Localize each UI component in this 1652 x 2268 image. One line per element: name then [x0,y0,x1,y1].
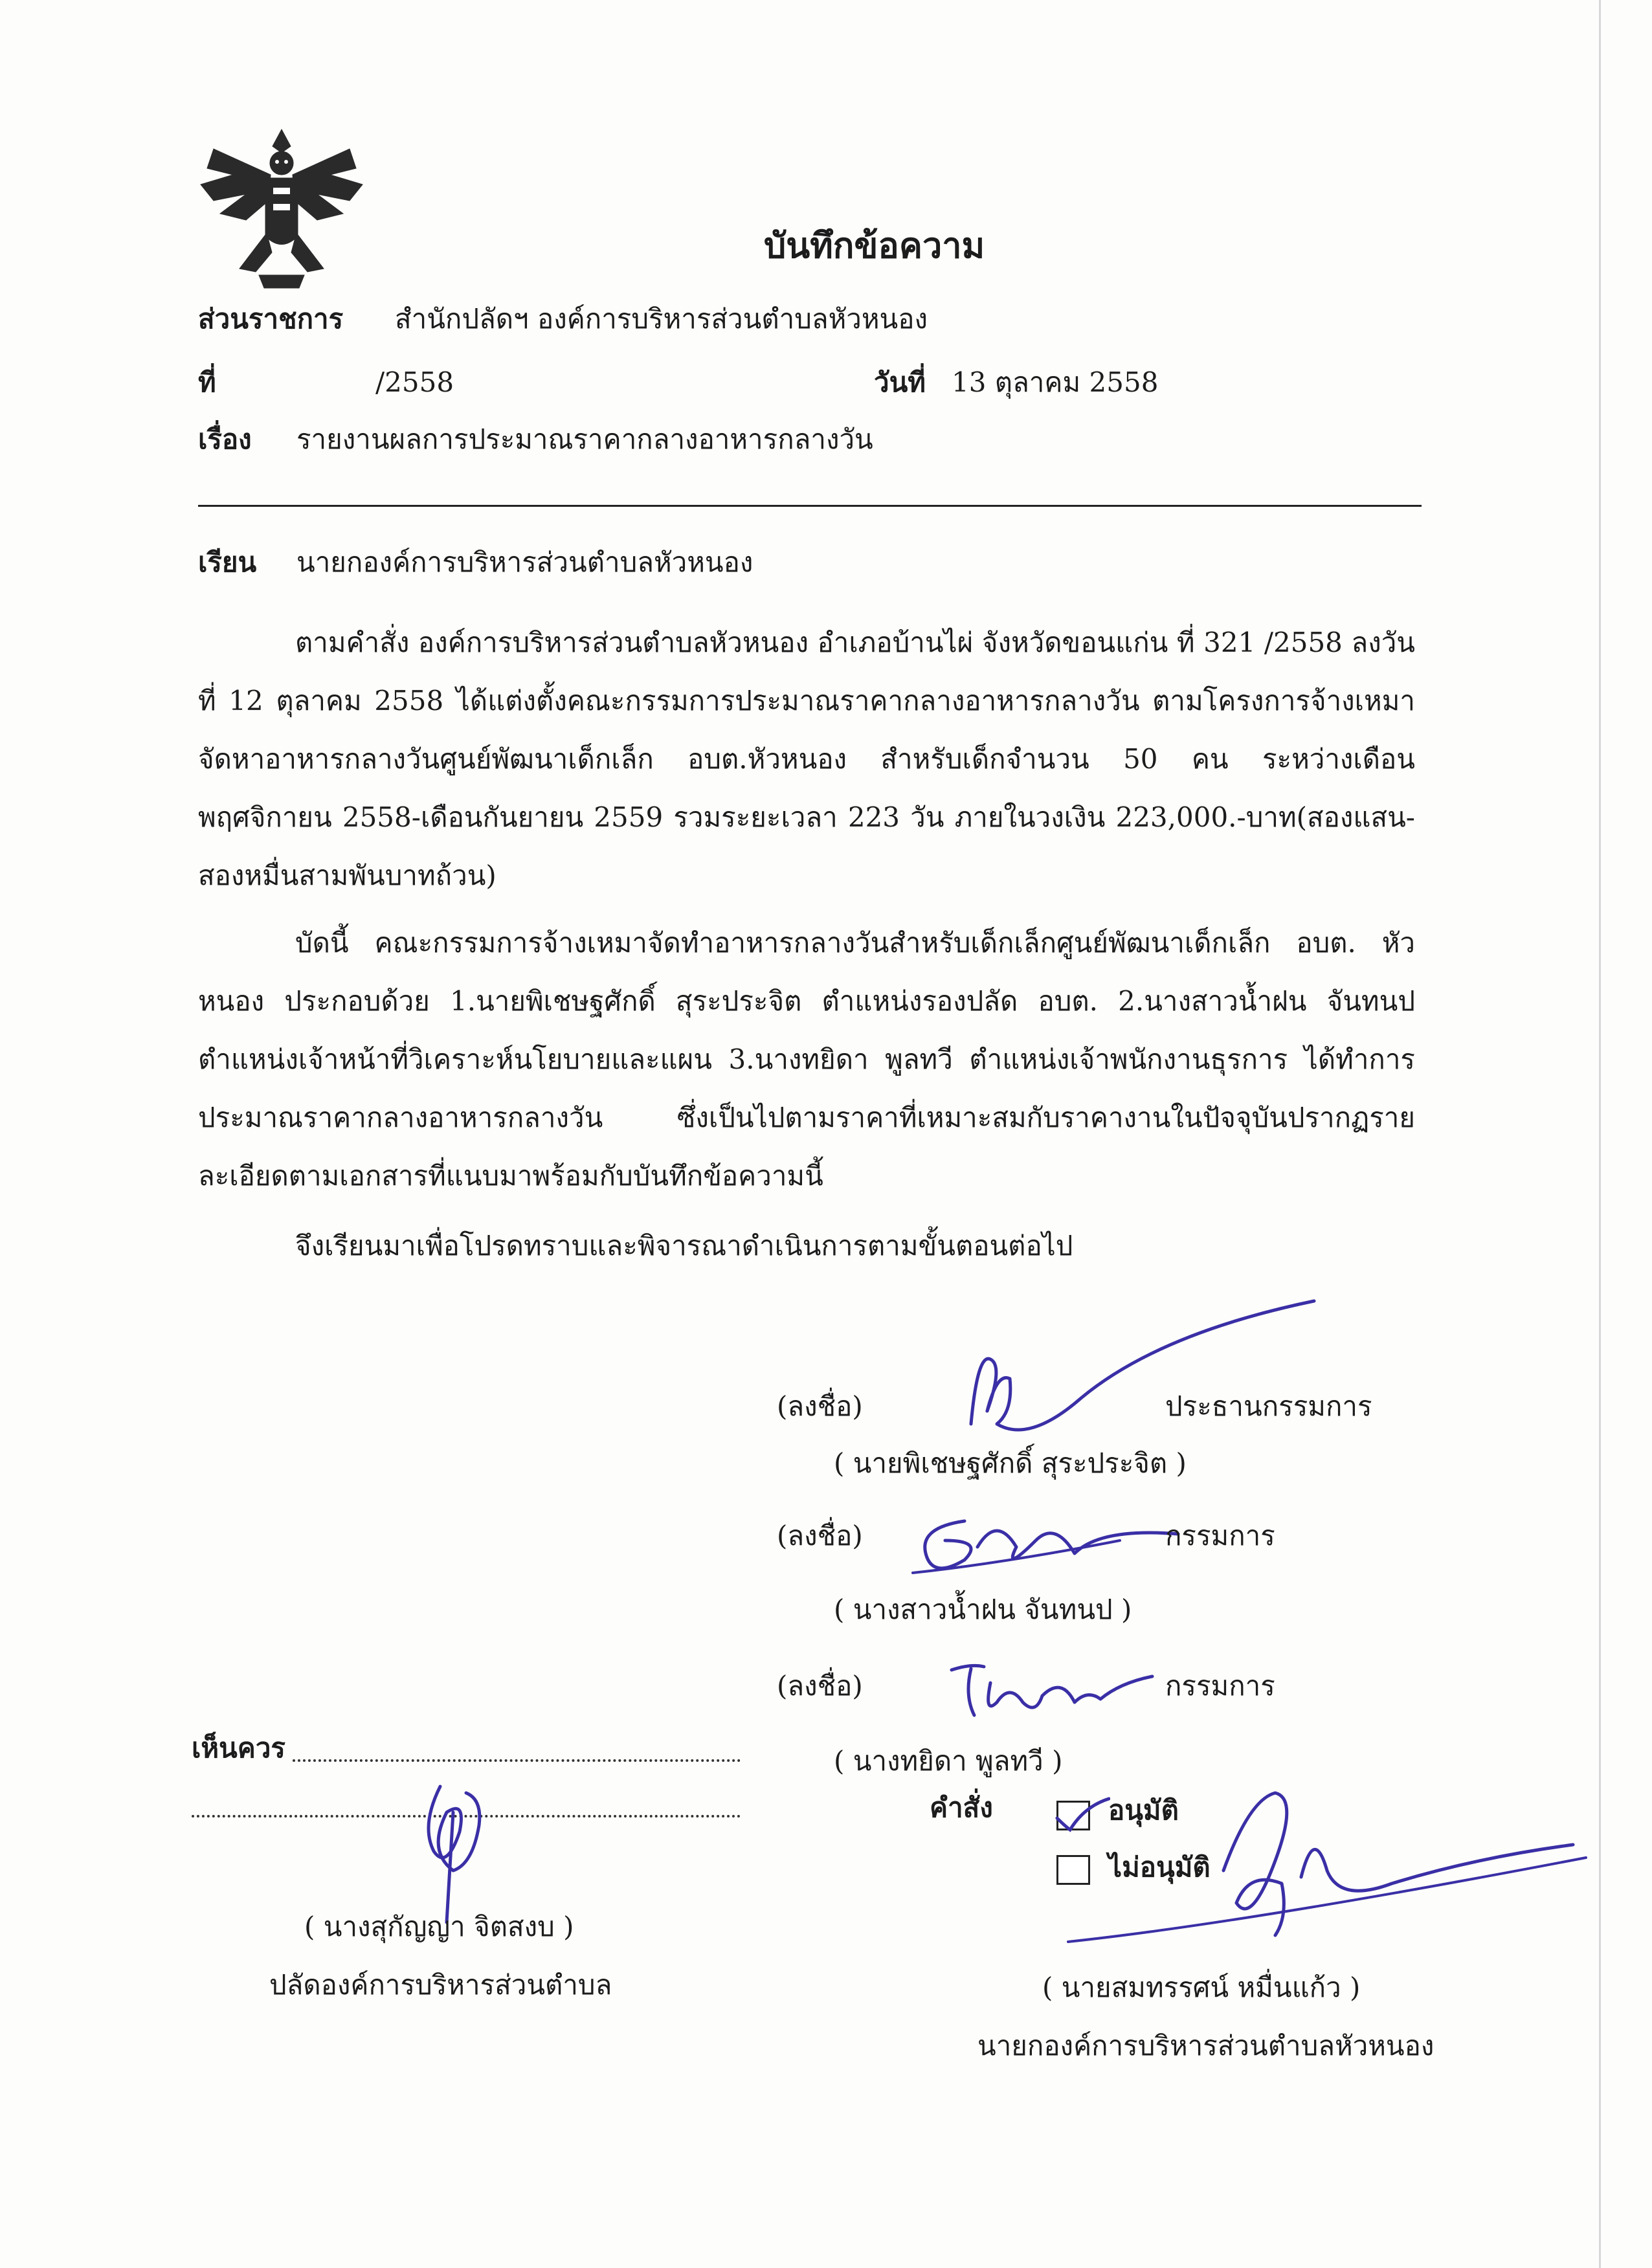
sign-label-1: (ลงชื่อ) [777,1390,863,1422]
opinion-dotline-1 [293,1759,741,1762]
dept-value: สำนักปลัดฯ องค์การบริหารส่วนตำบลหัวหนอง [395,303,928,335]
body-paragraph-2: บัดนี้ คณะกรรมการจ้างเหมาจัดทำอาหารกลางวันสำหรับเด็กเล็กศูนย์พัฒนาเด็กเล็ก อบต. หัวหนอง ประกอบด้วย 1.นายพิเชษฐศักดิ์ สุระประจิต ตำแหน่งรองปลัด อบต. 2.นางสาวน้ำฝน จันทนป ตำแหน่งเจ้าหน้าที่วิเคราะห์นโยบายและแผน 3.นางทยิดา พูลทวี ตำแหน่งเจ้าพนักงานธุรการ ได้ทำการประมาณราคากลางอาหารกลางวัน ซึ่งเป็นไปตามราคาที่เหมาะสมกับราคางานในปัจจุบันปรากฏรายละเอียดตามเอกสารที่แนบมาพร้อมกับบันทึกข้อความนี้ [198,927,1415,1192]
date-value: 13 ตุลาคม 2558 [952,366,1159,398]
order-label: คำสั่ง [930,1792,993,1823]
to-label: เรียน [198,546,257,578]
approve-label: อนุมัติ [1108,1794,1179,1826]
reject-label: ไม่อนุมัติ [1108,1851,1211,1883]
sign-name-1: ( นายพิเชษฐศักดิ์ สุระประจิต ) [834,1447,1187,1479]
sign-name-2: ( นางสาวน้ำฝน จันทนป ) [834,1594,1132,1625]
body-paragraph-3: จึงเรียนมาเพื่อโปรดทราบและพิจารณาดำเนินการตามขั้นตอนต่อไป [295,1230,1073,1262]
opinion-title: ปลัดองค์การบริหารส่วนตำบล [269,1969,612,2001]
to-value: นายกองค์การบริหารส่วนตำบลหัวหนอง [296,546,753,578]
sign-role-3: กรรมการ [1165,1670,1275,1702]
sign-label-2: (ลงชื่อ) [777,1520,863,1551]
signature-2 [906,1502,1185,1592]
dept-label: ส่วนราชการ [198,303,344,335]
ref-label: ที่ [198,366,216,398]
signature-1 [952,1295,1340,1463]
sign-label-3: (ลงชื่อ) [777,1670,863,1702]
subject-value: รายงานผลการประมาณราคากลางอาหารกลางวัน [296,423,873,455]
sign-role-2: กรรมการ [1165,1520,1275,1551]
order-name: ( นายสมทรรศน์ หมื่นแก้ว ) [1042,1972,1361,2003]
order-title: นายกองค์การบริหารส่วนตำบลหัวหนอง [977,2030,1434,2062]
subject-label: เรื่อง [198,423,252,455]
header-divider [198,505,1422,507]
opinion-label: เห็นควร [192,1732,285,1764]
sign-name-3: ( นางทยิดา พูลทวี ) [834,1745,1063,1777]
sign-role-1: ประธานกรรมการ [1165,1390,1372,1422]
opinion-name: ( นางสุกัญญา จิตสงบ ) [304,1911,574,1942]
date-label: วันที่ [874,366,926,398]
body-paragraph-1: ตามคำสั่ง องค์การบริหารส่วนตำบลหัวหนอง อำเภอบ้านไผ่ จังหวัดขอนแก่น ที่ 321 /2558 ลงวันที่ 12 ตุลาคม 2558 ได้แต่งตั้งคณะกรรมการประมาณราคากลางอาหารกลางวัน ตามโครงการจ้างเหมาจัดหาอาหารกลางวันศูนย์พัฒนาเด็กเล็ก อบต.หัวหนอง สำหรับเด็กจำนวน 50 คน ระหว่างเดือนพฤศจิกายน 2558-เดือนกันยายน 2559 รวมระยะเวลา 223 วัน ภายในวงเงิน 223,000.-บาท(สองแสน-สองหมื่นสามพันบาทถ้วน) [198,627,1415,891]
ref-value: /2558 [375,366,454,398]
garuda-emblem [194,123,369,298]
signature-3 [945,1657,1159,1728]
document-title: บันทึกข้อความ [764,225,985,266]
page-edge [1599,0,1601,2268]
signature-opinion [401,1773,505,1929]
signature-order [1055,1773,1592,1955]
